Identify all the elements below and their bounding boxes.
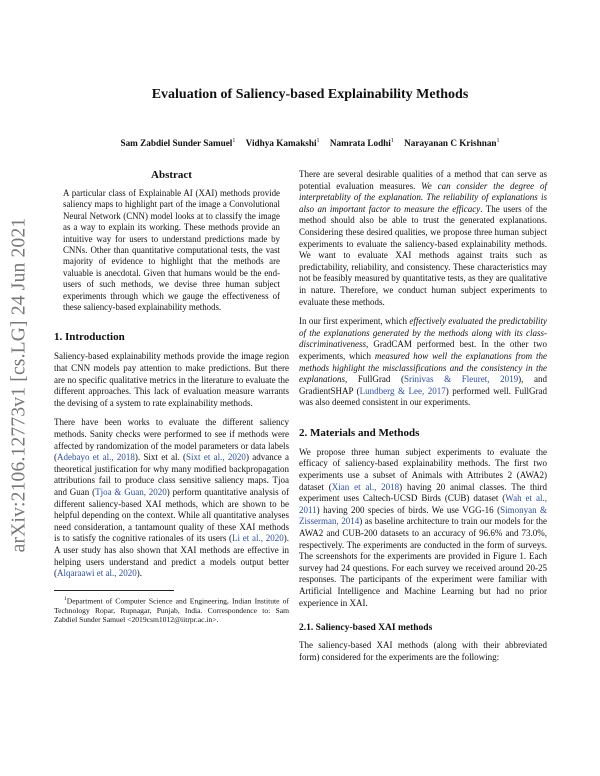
- author-list: [60, 138, 560, 148]
- citation-link[interactable]: Li et al., 2020: [232, 533, 284, 544]
- citation-link[interactable]: Adebayo et al., 2018: [57, 452, 135, 463]
- citation-link[interactable]: Sixt et al., 2020: [186, 452, 246, 463]
- footnote: $^1$Department of Computer Science and Engineering, Indian Institute of Technology Ropar, Rupnagar, Punjab, India. Correspondence to: Sam Zabdiel Sunder Samuel <2019csm1012@iitrpr.ac.in>.: [54, 595, 289, 625]
- citation-link[interactable]: Wah et al., 2011: [299, 493, 547, 515]
- paper-title: Evaluation of Saliency-based Explainability Methods: [151, 87, 469, 102]
- citation-link[interactable]: Xian et al., 2018: [331, 481, 400, 492]
- subsection-paragraph: The saliency-based XAI methods (along with their abbreviated form) considered for the experiments are the following:: [299, 640, 547, 662]
- arxiv-stamp: [4, 160, 34, 610]
- materials-heading: 2. Materials and Methods: [299, 426, 420, 439]
- intro-paragraph: There have been works to evaluate the different saliency methods. Sanity checks were performed to see if methods were affected by randomization of the model parameters or data labels (Adebayo et al., 2018). Sixt et al. (Sixt et al., 2020) advance a theoretical justification for why many modified backpropagation attributions fail to produce class sensitive saliency maps. Tjoa and Guan (Tjoa & Guan, 2020) perform quantitative analysis of different saliency-based XAI methods, which are shown to be helpful depending on the context. While all quantitative analyses need consideration, a tantamount quality of these XAI methods is to satisfy the cognitive rationales of its users (Li et al., 2020). A user study has also shown that XAI methods are effective in helping users understand and predict a models output better (Alqaraawi et al., 2020).: [54, 417, 289, 579]
- abstract-heading: Abstract: [151, 169, 192, 181]
- citation-link[interactable]: Alqaraawi et al., 2020: [57, 568, 137, 579]
- citation-link[interactable]: Srinivas & Fleuret, 2019: [404, 374, 519, 385]
- intro-heading: 1. Introduction: [54, 331, 125, 344]
- body-paragraph: There are several desirable qualities of a method that can serve as potential evaluation measures. We can consider the degree of interpretablity of the explanation. The reliability of explanations is also an important factor to measure the efficacy. The users of the method should also be able to trust the generated explanations. Considering these desired qualities, we propose three human subject experiments to evaluate the saliency-based explainability methods. We want to evaluate XAI methods against traits such as predictability, reliability, and consistency. These characteristics may not be feasibly measured by quantitative tests, as they are qualitative in nature. Therefore, we conduct human subject experiments to evaluate these methods.: [299, 169, 547, 307]
- author: Namrata Lodhi$^1$: [329, 138, 394, 149]
- abstract-text: A particular class of Explainable AI (XAI) methods provide saliency maps to highlight part of the image a Convolutional Neural Network (CNN) model looks at to classify the image as a way to explain its working. These methods provide an intuitive way for users to understand predictions made by CNNs. Other than quantitative computational tests, the vast majority of evidence to highlight that the methods are valuable is anecdotal. Given that humans would be the end-users of such methods, we devise three human subject experiments through which we gauge the effectiveness of these saliency-based explainability methods.: [63, 188, 280, 313]
- author: Sam Zabdiel Sunder Samuel$^1$: [120, 138, 236, 149]
- citation-link[interactable]: Simonyan & Zisserman, 2014: [299, 504, 547, 527]
- right-column: [299, 169, 547, 663]
- author: Vidhya Kamakshi$^1$: [245, 138, 320, 149]
- author: Narayanan C Krishnan$^1$: [404, 138, 500, 149]
- materials-paragraph: We propose three human subject experiments to evaluate the efficacy of saliency-based explainability methods. The first two experiments use a subset of Animals with Attributes 2 (AWA2) dataset (Xian et al., 2018) having 20 animal classes. The third experiment uses Caltech-UCSD Birds (CUB) dataset (Wah et al., 2011) having 200 species of birds. We use VGG-16 (Simonyan & Zisserman, 2014) as baseline architecture to train our models for the AWA2 and CUB-200 datasets to an accuracy of 96.6% and 73.0%, respectively. The experiments are conducted in the form of surveys. The screenshots for the experiments are provided in Figure 1. Each survey had 24 questions. For each survey we received around 20-25 responses. The participants of the experiment were familiar with Artificial Intelligence and Machine Learning but had no prior experience in XAI.: [299, 446, 547, 608]
- left-column: [54, 169, 289, 625]
- citation-link[interactable]: Tjoa & Guan, 2020: [95, 487, 167, 497]
- intro-paragraph: Saliency-based explainability methods provide the image region that CNN models pay attention to make predictions. But there are no specific qualitative metrics in the literature to evaluate the different approaches. This lack of evaluation measure warrants the devising of a system to rate explainability methods.: [54, 351, 289, 408]
- subsection-heading: 2.1. Saliency-based XAI methods: [299, 623, 433, 634]
- footnote-divider: [54, 590, 174, 591]
- arxiv-id: arXiv:2106.12773v1 [cs.LG] 24 Jun 2021: [8, 217, 30, 553]
- citation-link[interactable]: Lundberg & Lee, 2017: [359, 385, 446, 396]
- body-paragraph: In our first experiment, which effectively evaluated the predictability of the explanations generated by the methods along with its class-discriminativeness, GradCAM performed best. In the other two experiments, which measured how well the explanations from the methods highlight the misclassifications and the consistency in the explanations, FullGrad (Srinivas & Fleuret, 2019), and GradientSHAP (Lundberg & Lee, 2017) performed well. FullGrad was also deemed consistent in our experiments.: [299, 316, 547, 408]
